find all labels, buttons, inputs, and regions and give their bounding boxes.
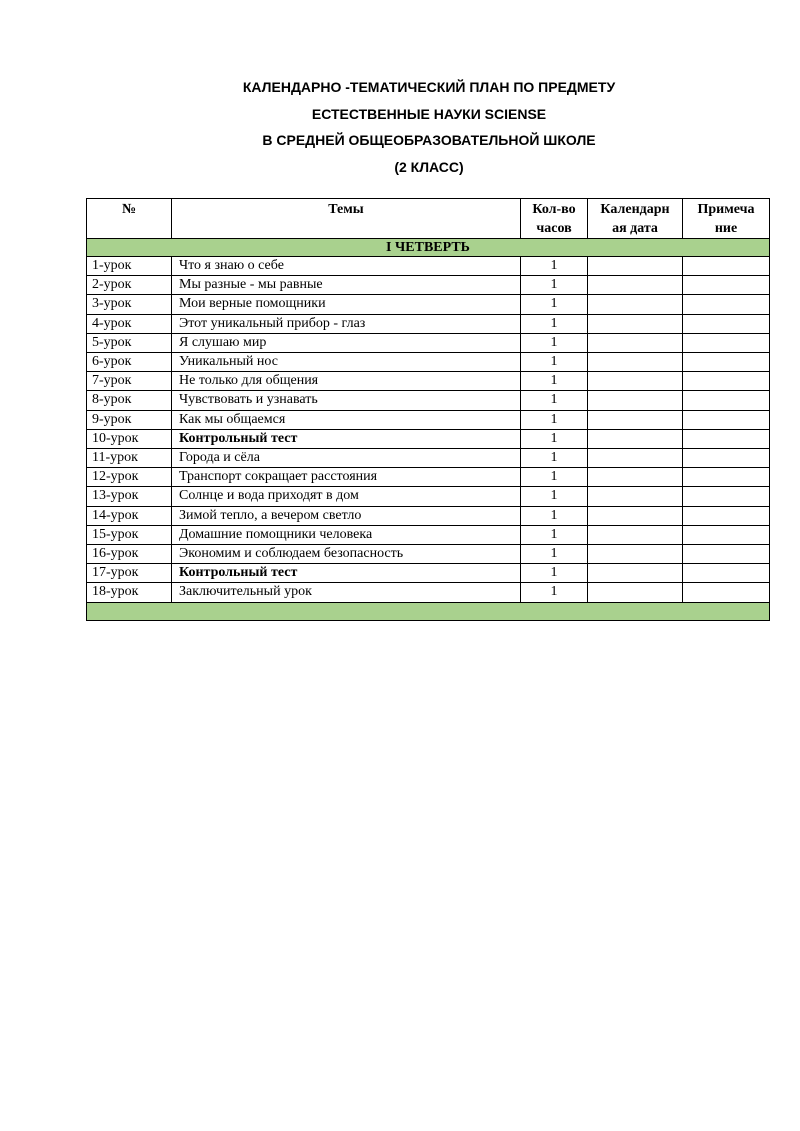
lesson-topic: Города и сёла	[172, 449, 521, 468]
lesson-note-cell	[683, 545, 770, 564]
table-row	[87, 276, 770, 295]
lesson-topic: Мои верные помощники	[172, 295, 521, 314]
lesson-topic: Транспорт сокращает расстояния	[172, 468, 521, 487]
lesson-plan-table	[86, 198, 770, 621]
table-row	[87, 487, 770, 506]
lesson-hours: 1	[521, 429, 588, 448]
lesson-date-cell	[588, 525, 683, 544]
lesson-topic: Как мы общаемся	[172, 410, 521, 429]
lesson-note-cell	[683, 429, 770, 448]
lesson-topic: Домашние помощники человека	[172, 525, 521, 544]
header-number: №	[87, 199, 172, 239]
lesson-topic: Этот уникальный прибор - глаз	[172, 314, 521, 333]
lesson-date-cell	[588, 449, 683, 468]
table-row	[87, 410, 770, 429]
lesson-hours: 1	[521, 545, 588, 564]
lesson-hours: 1	[521, 468, 588, 487]
lesson-date-cell	[588, 468, 683, 487]
lesson-date-cell	[588, 410, 683, 429]
title-line-1: КАЛЕНДАРНО -ТЕМАТИЧЕСКИЙ ПЛАН ПО ПРЕДМЕТУ	[242, 79, 616, 95]
lesson-note-cell	[683, 333, 770, 352]
lesson-hours: 1	[521, 333, 588, 352]
lesson-hours: 1	[521, 314, 588, 333]
lesson-note-cell	[683, 295, 770, 314]
lesson-number: 9-урок	[87, 410, 172, 429]
lesson-note-cell	[683, 468, 770, 487]
table-row	[87, 314, 770, 333]
lesson-number: 13-урок	[87, 487, 172, 506]
lesson-hours: 1	[521, 525, 588, 544]
lesson-topic: Заключительный урок	[172, 583, 521, 602]
lesson-topic: Зимой тепло, а вечером светло	[172, 506, 521, 525]
lesson-number: 3-урок	[87, 295, 172, 314]
lesson-hours: 1	[521, 487, 588, 506]
lesson-date-cell	[588, 314, 683, 333]
lesson-topic: Не только для общения	[172, 372, 521, 391]
lesson-number: 8-урок	[87, 391, 172, 410]
lesson-topic: Контрольный тест	[172, 564, 521, 583]
lesson-hours: 1	[521, 257, 588, 276]
lesson-date-cell	[588, 295, 683, 314]
lesson-hours: 1	[521, 276, 588, 295]
table-row	[87, 372, 770, 391]
lesson-number: 5-урок	[87, 333, 172, 352]
table-row	[87, 257, 770, 276]
lesson-hours: 1	[521, 506, 588, 525]
lesson-note-cell	[683, 391, 770, 410]
table-row	[87, 449, 770, 468]
table-row	[87, 353, 770, 372]
lesson-note-cell	[683, 410, 770, 429]
lesson-note-cell	[683, 257, 770, 276]
header-note: Примеча ние	[683, 199, 770, 239]
lesson-number: 4-урок	[87, 314, 172, 333]
table-row	[87, 583, 770, 602]
table-row	[87, 506, 770, 525]
header-calendar-date: Календарн ая дата	[588, 199, 683, 239]
table-header-row	[87, 199, 770, 239]
lesson-date-cell	[588, 564, 683, 583]
lesson-number: 11-урок	[87, 449, 172, 468]
lesson-date-cell	[588, 276, 683, 295]
lesson-note-cell	[683, 583, 770, 602]
lesson-topic: Экономим и соблюдаем безопасность	[172, 545, 521, 564]
lesson-date-cell	[588, 372, 683, 391]
header-topics: Темы	[172, 199, 521, 239]
lesson-number: 12-урок	[87, 468, 172, 487]
lesson-note-cell	[683, 372, 770, 391]
table-row	[87, 429, 770, 448]
lesson-date-cell	[588, 353, 683, 372]
lesson-note-cell	[683, 449, 770, 468]
lesson-note-cell	[683, 506, 770, 525]
table-row	[87, 391, 770, 410]
lesson-hours: 1	[521, 583, 588, 602]
lesson-hours: 1	[521, 564, 588, 583]
lesson-note-cell	[683, 487, 770, 506]
lesson-number: 14-урок	[87, 506, 172, 525]
lesson-note-cell	[683, 314, 770, 333]
lesson-number: 15-урок	[87, 525, 172, 544]
lesson-number: 7-урок	[87, 372, 172, 391]
lesson-date-cell	[588, 257, 683, 276]
lesson-number: 1-урок	[87, 257, 172, 276]
lesson-hours: 1	[521, 391, 588, 410]
lesson-topic: Чувствовать и узнавать	[172, 391, 521, 410]
lesson-date-cell	[588, 487, 683, 506]
lesson-hours: 1	[521, 353, 588, 372]
lesson-note-cell	[683, 525, 770, 544]
lesson-date-cell	[588, 391, 683, 410]
lesson-number: 17-урок	[87, 564, 172, 583]
title-line-2: ЕСТЕСТВЕННЫЕ НАУКИ SCIENSE	[311, 105, 547, 122]
quarter-label: I ЧЕТВЕРТЬ	[87, 239, 770, 257]
lesson-number: 6-урок	[87, 353, 172, 372]
lesson-number: 2-урок	[87, 276, 172, 295]
lesson-date-cell	[588, 429, 683, 448]
lesson-number: 16-урок	[87, 545, 172, 564]
document-title	[0, 74, 800, 180]
lesson-topic: Я слушаю мир	[172, 333, 521, 352]
lesson-topic: Контрольный тест	[172, 429, 521, 448]
lesson-date-cell	[588, 333, 683, 352]
table-row	[87, 545, 770, 564]
table-row	[87, 468, 770, 487]
lesson-note-cell	[683, 276, 770, 295]
table-row	[87, 564, 770, 583]
header-hours: Кол-во часов	[521, 199, 588, 239]
lesson-hours: 1	[521, 295, 588, 314]
lesson-hours: 1	[521, 372, 588, 391]
lesson-topic: Уникальный нос	[172, 353, 521, 372]
lesson-number: 18-урок	[87, 583, 172, 602]
lesson-hours: 1	[521, 449, 588, 468]
lesson-number: 10-урок	[87, 429, 172, 448]
quarter-row	[87, 239, 770, 257]
title-line-4: (2 КЛАСС)	[394, 158, 464, 175]
lesson-note-cell	[683, 353, 770, 372]
lesson-topic: Солнце и вода приходят в дом	[172, 487, 521, 506]
lesson-note-cell	[683, 564, 770, 583]
title-line-3: В СРЕДНЕЙ ОБЩЕОБРАЗОВАТЕЛЬНОЙ ШКОЛЕ	[262, 132, 596, 148]
lesson-topic: Мы разные - мы равные	[172, 276, 521, 295]
table-footer-band	[87, 602, 770, 620]
table-row	[87, 525, 770, 544]
table-row	[87, 295, 770, 314]
table-footer-row	[87, 602, 770, 620]
lesson-date-cell	[588, 506, 683, 525]
lesson-hours: 1	[521, 410, 588, 429]
table-row	[87, 333, 770, 352]
lesson-topic: Что я знаю о себе	[172, 257, 521, 276]
lesson-date-cell	[588, 545, 683, 564]
lesson-date-cell	[588, 583, 683, 602]
